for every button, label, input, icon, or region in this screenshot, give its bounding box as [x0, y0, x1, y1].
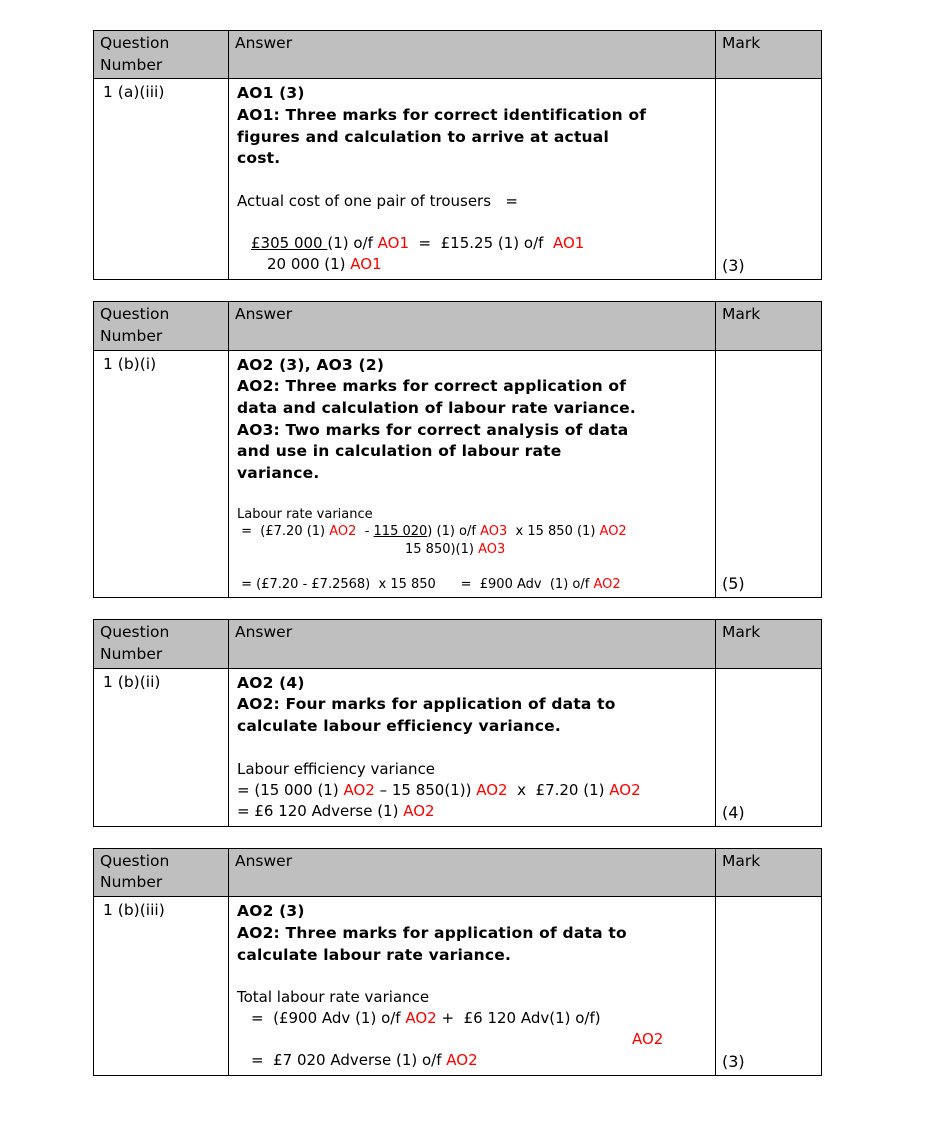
answer-line: [237, 191, 707, 212]
col-header-answer: Answer: [229, 31, 716, 79]
answer-text: x £7.20 (1): [507, 780, 610, 799]
answer-text: = (15 000 (1): [237, 780, 344, 799]
ao-tag: AO2: [593, 576, 621, 592]
answer-line: [237, 441, 707, 463]
answer-text: AO2 (4): [237, 673, 305, 692]
answer-line: [237, 987, 707, 1008]
answer-line: [237, 558, 707, 576]
answer-content: [237, 901, 707, 1071]
question-number: 1 (b)(iii): [94, 897, 229, 1076]
answer-text: and use in calculation of labour rate: [237, 442, 562, 461]
header-row: [94, 620, 822, 668]
answer-content: [237, 673, 707, 822]
answer-text: figures and calculation to arrive at actual: [237, 127, 609, 146]
mark-value: (3): [722, 256, 745, 276]
answer-line: [237, 105, 707, 127]
ao-tag: AO2: [599, 524, 627, 540]
col-header-question-number: Question Number: [94, 31, 229, 79]
answer-line: [237, 945, 707, 967]
header-row: [94, 848, 822, 896]
answer-text: (1) o/f: [327, 234, 378, 253]
ao-tag: AO2: [329, 524, 357, 540]
mark-value: (5): [722, 574, 745, 594]
answer-text: AO2 (3), AO3 (2): [237, 355, 385, 374]
answer-line: [237, 463, 707, 485]
answer-text: Labour rate variance: [237, 506, 373, 522]
answer-text: = (£7.20 (1): [237, 524, 330, 540]
answer-line: [237, 780, 707, 801]
answer-text: Labour efficiency variance: [237, 759, 436, 778]
ao-tag: AO3: [478, 541, 506, 557]
answer-cell: [229, 897, 716, 1076]
answer-text: AO2: Three marks for application of data to: [237, 923, 627, 942]
answer-text: = £7 020 Adverse (1) o/f: [251, 1051, 447, 1070]
answer-line: [237, 1029, 707, 1050]
mark-scheme-table-1b-iii: [93, 848, 822, 1076]
answer-line: [237, 738, 707, 759]
ao-tag: AO2: [343, 780, 375, 799]
answer-line: [237, 673, 707, 695]
answer-text: = (£7.20 - £7.2568) x 15 850 = £900 Adv (1) o/f: [237, 576, 594, 592]
answer-text: 115 020: [373, 524, 428, 540]
ao-tag: AO2: [405, 1009, 437, 1028]
answer-text: cost.: [237, 149, 281, 168]
answer-text: £305 000: [251, 234, 328, 253]
answer-cell: [229, 79, 716, 280]
col-header-mark: Mark: [716, 848, 822, 896]
question-number: 1 (a)(iii): [94, 79, 229, 280]
answer-content: [237, 355, 707, 594]
answer-line: [237, 801, 707, 822]
answer-line: [237, 170, 707, 191]
ao-tag: AO2: [403, 801, 435, 820]
answer-line: [237, 759, 707, 780]
answer-line: [237, 420, 707, 442]
col-header-answer: Answer: [229, 620, 716, 668]
answer-text: 20 000 (1): [267, 255, 351, 274]
answer-text: + £6 120 Adv(1) o/f): [436, 1009, 601, 1028]
answer-line: [237, 233, 707, 254]
ao-tag: AO2: [609, 780, 641, 799]
mark-value: (3): [722, 1052, 745, 1072]
answer-row: [94, 350, 822, 598]
col-header-mark: Mark: [716, 302, 822, 350]
ao-tag: AO2: [632, 1030, 664, 1049]
col-header-mark: Mark: [716, 31, 822, 79]
answer-text: AO1 (3): [237, 84, 305, 103]
mark-scheme-table-1a-iii: [93, 30, 822, 280]
answer-text: 15 850)(1): [405, 541, 479, 557]
answer-cell: [229, 668, 716, 826]
col-header-answer: Answer: [229, 302, 716, 350]
answer-row: [94, 668, 822, 826]
header-row: [94, 31, 822, 79]
answer-line: [237, 966, 707, 987]
answer-line: [237, 523, 707, 541]
answer-text: AO1: Three marks for correct identification of: [237, 106, 647, 125]
answer-line: [237, 541, 707, 559]
answer-text: Actual cost of one pair of trousers =: [237, 192, 518, 211]
mark-cell: [716, 897, 822, 1076]
col-header-mark: Mark: [716, 620, 822, 668]
answer-line: [237, 355, 707, 377]
answer-line: [237, 148, 707, 170]
question-number: 1 (b)(ii): [94, 668, 229, 826]
answer-row: [94, 897, 822, 1076]
answer-line: [237, 398, 707, 420]
mark-value: (4): [722, 802, 745, 822]
answer-line: [237, 506, 707, 524]
answer-line: [237, 1050, 707, 1071]
col-header-question-number: Question Number: [94, 302, 229, 350]
col-header-answer: Answer: [229, 848, 716, 896]
mark-cell: [716, 79, 822, 280]
mark-cell: [716, 350, 822, 598]
answer-line: [237, 901, 707, 923]
answer-text: AO3: Two marks for correct analysis of data: [237, 420, 629, 439]
ao-tag: AO1: [350, 255, 382, 274]
col-header-question-number: Question Number: [94, 620, 229, 668]
answer-line: [237, 83, 707, 105]
ao-tag: AO2: [446, 1051, 478, 1070]
answer-line: [237, 694, 707, 716]
answer-row: [94, 79, 822, 280]
answer-line: [237, 576, 707, 594]
answer-line: [237, 923, 707, 945]
ao-tag: AO1: [377, 234, 409, 253]
answer-text: ) (1) o/f: [427, 524, 481, 540]
answer-text: -: [356, 524, 374, 540]
answer-line: [237, 485, 707, 506]
answer-text: calculate labour efficiency variance.: [237, 717, 561, 736]
answer-text: x 15 850 (1): [507, 524, 600, 540]
answer-text: = (£900 Adv (1) o/f: [251, 1009, 406, 1028]
question-number: 1 (b)(i): [94, 350, 229, 598]
answer-line: [237, 1008, 707, 1029]
answer-content: [237, 83, 707, 275]
answer-line: [237, 212, 707, 233]
answer-line: [237, 127, 707, 149]
col-header-question-number: Question Number: [94, 848, 229, 896]
mark-scheme-table-1b-i: [93, 301, 822, 598]
header-row: [94, 302, 822, 350]
answer-text: variance.: [237, 463, 320, 482]
answer-text: AO2: Four marks for application of data to: [237, 695, 616, 714]
answer-text: calculate labour rate variance.: [237, 945, 512, 964]
answer-text: Total labour rate variance: [237, 988, 430, 1007]
answer-cell: [229, 350, 716, 598]
mark-scheme-table-1b-ii: [93, 619, 822, 826]
answer-text: AO2: Three marks for correct application of: [237, 377, 627, 396]
ao-tag: AO3: [480, 524, 508, 540]
answer-text: AO2 (3): [237, 902, 305, 921]
ao-tag: AO2: [476, 780, 508, 799]
answer-line: [237, 376, 707, 398]
answer-text: = £6 120 Adverse (1): [237, 801, 404, 820]
answer-text: = £15.25 (1) o/f: [409, 234, 553, 253]
answer-text: – 15 850(1)): [374, 780, 477, 799]
ao-tag: AO1: [552, 234, 585, 253]
answer-text: data and calculation of labour rate variance.: [237, 398, 636, 417]
mark-cell: [716, 668, 822, 826]
answer-line: [237, 716, 707, 738]
answer-line: [237, 254, 707, 275]
